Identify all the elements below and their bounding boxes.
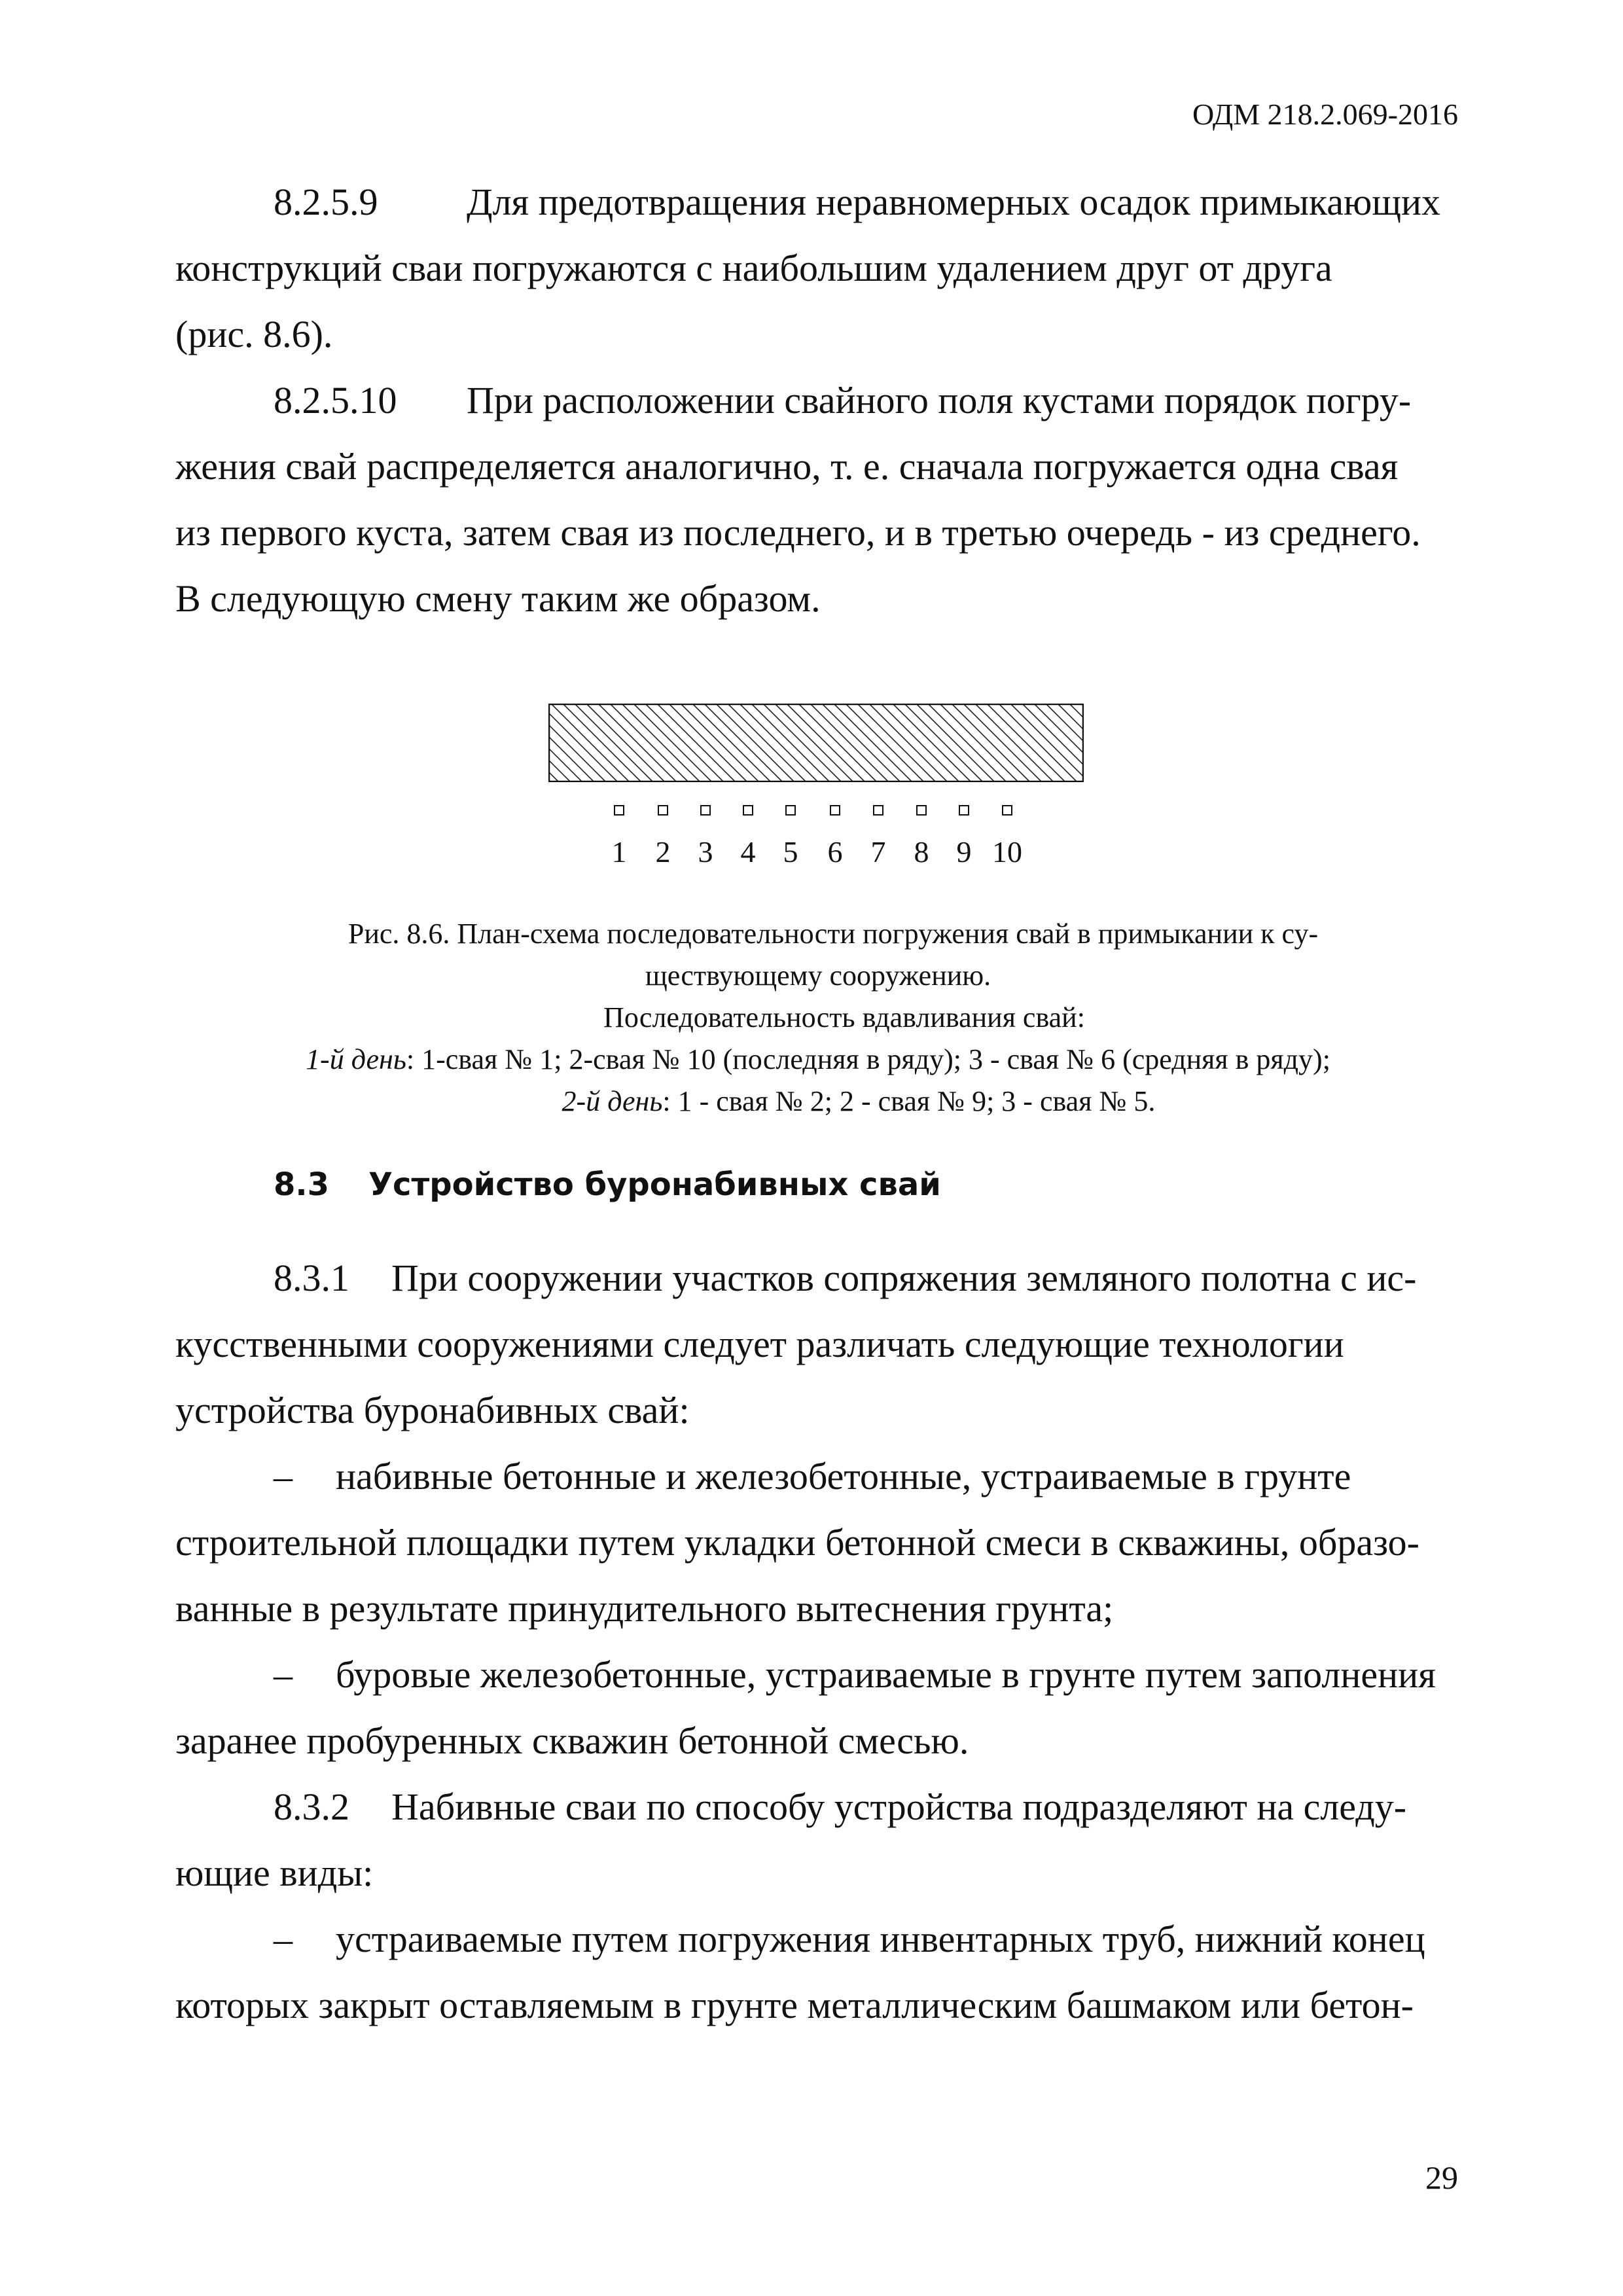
day-label: 1-й день [306,1043,406,1075]
pile-marker [873,805,883,816]
text-line: При сооружении участков сопряжения земляного полотна с ис- [391,1257,1417,1299]
text-line: ющие виды: [175,1852,374,1894]
list-item [175,1443,1458,1509]
paragraph-8-2-5-10 [175,367,1458,433]
paragraph-8-3-1 [175,1245,1458,1311]
pile-marker [658,805,668,816]
clause-number: 8.3.2 [274,1785,349,1828]
caption-text: : 1 - свая № 2; 2 - свая № 9; 3 - свая № 5. [662,1085,1156,1117]
text-line: которых закрыт оставляемым в грунте металлическим башмаком или бетон- [175,1984,1414,2026]
pile-marker [743,805,753,816]
page-number: 29 [1425,2159,1458,2196]
list-dash: – [274,1455,293,1498]
text-line: (рис. 8.6). [175,313,333,355]
text-line: ванные в результате принудительного вытеснения грунта; [175,1587,1114,1630]
text-line: буровые железобетонные, устраиваемые в грунте путем заполнения [336,1653,1436,1696]
section-title: Устройство буронабивных свай [368,1166,941,1203]
text-line: В следующую смену таким же образом. [175,577,821,620]
pile-plan-figure [548,704,1085,874]
text-block-top [175,169,1458,632]
caption-text: : 1-свая № 1; 2-свая № 10 (последняя в ряду); 3 - свая № 6 (средняя в ряду); [406,1043,1330,1075]
section-heading [274,1166,941,1203]
text-line: набивные бетонные и железобетонные, устраиваемые в грунте [336,1455,1351,1498]
text-line: жения свай распределяется аналогично, т. е. сначала погружается одна свая [175,445,1399,488]
pile-number-label: 6 [827,835,843,869]
text-line: заранее пробуренных скважин бетонной смесью. [175,1719,969,1762]
text-block-bottom [175,1245,1458,2038]
pile-marker [700,805,711,816]
section-number: 8.3 [274,1166,330,1203]
text-line: кусственными сооружениями следует различать следующие технологии [175,1323,1344,1365]
pile-number-label: 3 [698,835,713,869]
text-line: устраиваемые путем погружения инвентарных труб, нижний конец [336,1918,1425,1960]
text-line: строительной площадки путем укладки бетонной смеси в скважины, образо- [175,1521,1419,1564]
text-line: Для предотвращения неравномерных осадок примыкающих [467,181,1441,223]
clause-number: 8.2.5.9 [274,181,378,223]
pile-number-label: 9 [956,835,972,869]
pile-number-label: 1 [611,835,627,869]
pile-marker [830,805,840,816]
existing-structure-hatched-wall [548,704,1084,782]
pile-number-label: 8 [914,835,929,869]
caption-line: Последовательность вдавливания свай: [603,1001,1085,1033]
pile-number-label: 5 [783,835,798,869]
text-line: Набивные сваи по способу устройства подразделяют на следу- [391,1785,1407,1828]
list-item [175,1906,1458,1972]
pile-marker [1002,805,1012,816]
pile-marker [614,805,624,816]
figure-caption [216,913,1420,1122]
list-dash: – [274,1653,293,1696]
list-dash: – [274,1918,293,1960]
text-line: конструкций сваи погружаются с наибольшим удалением друг от друга [175,247,1332,289]
pile-marker [916,805,927,816]
clause-number: 8.3.1 [274,1257,349,1299]
caption-line: ществующему сооружению. [645,960,991,992]
list-item [175,1641,1458,1708]
caption-line-day-2 [216,1081,1420,1122]
pile-marker [959,805,969,816]
pile-number-label: 10 [992,835,1022,869]
day-label: 2-й день [562,1085,663,1117]
pile-number-label: 2 [655,835,671,869]
paragraph-8-3-2 [175,1774,1458,1840]
text-line: устройства буронабивных свай: [175,1389,690,1431]
text-line: При расположении свайного поля кустами порядок погру- [467,379,1412,422]
paragraph-8-2-5-9 [175,169,1458,235]
clause-number: 8.2.5.10 [274,379,397,422]
pile-number-label: 4 [740,835,756,869]
text-line: из первого куста, затем свая из последнего, и в третью очередь - из среднего. [175,511,1421,554]
caption-line-day-1 [216,1039,1420,1081]
pile-number-label: 7 [870,835,886,869]
pile-marker [785,805,796,816]
caption-line: Рис. 8.6. План-схема последовательности погружения свай в примыкании к су- [348,918,1319,950]
document-code: ОДМ 218.2.069-2016 [1192,98,1458,131]
